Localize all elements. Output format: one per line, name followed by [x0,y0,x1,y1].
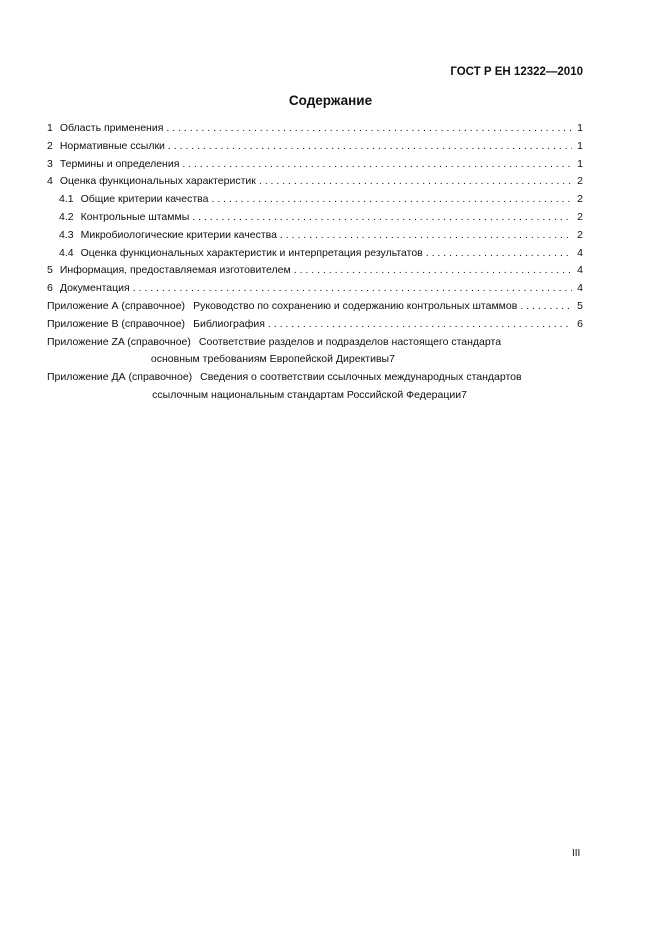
annex-page: 6 [577,317,583,330]
annex-prefix: Приложение В (справочное) [47,317,186,330]
annex-prefix: Приложение ДА (справочное) [47,371,193,384]
annex-label-line2: основным требованиям Европейской Директивы [150,353,390,366]
toc-entry-4-3[interactable] [47,227,583,245]
toc-entry-5[interactable] [47,262,583,280]
leader-dots [268,316,572,334]
leader-dots [166,120,572,138]
toc-entry-number: 4.1 [59,193,74,206]
toc-entry-label: Термины и определения [59,157,180,170]
toc-entry-label: Область применения [59,122,164,134]
toc-entry-label: Нормативные ссылки [59,139,165,152]
toc-entry-4-1[interactable] [47,191,583,209]
leader-dots [259,173,572,191]
toc-entry-label: Микробиологические критерии качества [80,228,277,241]
toc-entry-number: 5 [47,264,53,277]
annex-label-line1: Сведения о соответствии ссылочных международных стандартов [200,371,522,384]
toc-entry-label: Оценка функциональных характеристик [59,175,256,188]
table-of-contents [47,120,583,405]
toc-entry-4-2[interactable] [47,209,583,227]
toc-entry-page: 1 [577,139,583,152]
leader-dots [182,156,572,174]
toc-entry-2[interactable] [47,138,583,156]
toc-entry-page: 4 [577,264,583,277]
toc-entry-number: 3 [47,157,53,170]
toc-entry-number: 1 [47,122,53,134]
annex-label: Библиография [193,317,265,330]
toc-entry-label: Документация [59,282,130,295]
toc-entry-page: 4 [577,246,583,259]
toc-entry-6[interactable] [47,280,583,298]
annex-page: 7 [389,353,395,366]
toc-entry-number: 4.2 [59,210,74,223]
toc-entry-label: Оценка функциональных характеристик и интерпретация результатов [80,246,423,259]
page-number: III [572,848,581,859]
toc-entry-number: 4.4 [59,246,74,259]
annex-prefix: Приложение А (справочное) [47,299,186,312]
annex-prefix: Приложение ZA (справочное) [47,335,191,348]
toc-entry-label: Общие критерии качества [80,193,209,206]
toc-annex-a[interactable] [47,298,583,316]
toc-entry-page: 1 [577,157,583,170]
leader-dots [520,298,572,316]
toc-entry-number: 6 [47,282,53,295]
toc-entry-1[interactable] [47,120,583,138]
toc-entry-3[interactable] [47,156,583,174]
leader-dots [294,262,572,280]
leader-dots [280,227,572,245]
toc-entry-page: 2 [577,175,583,188]
leader-dots [426,245,572,263]
annex-label: Руководство по сохранению и содержанию контрольных штаммов [193,299,518,312]
annex-label-line1: Соответствие разделов и подразделов настоящего стандарта [198,335,502,348]
leader-dots [133,280,572,298]
toc-entry-number: 4 [47,175,53,188]
toc-entry-page: 4 [577,282,583,295]
toc-entry-number: 4.3 [59,228,74,241]
leader-dots [211,191,572,209]
toc-title: Содержание [288,93,373,108]
toc-entry-4[interactable] [47,173,583,191]
toc-entry-label: Контрольные штаммы [80,210,190,223]
annex-page: 7 [461,388,467,401]
toc-annex-za[interactable] [47,334,583,370]
annex-page: 5 [577,299,583,312]
toc-entry-page: 2 [577,210,583,223]
toc-entry-4-4[interactable] [47,245,583,263]
toc-entry-page: 1 [577,122,583,134]
toc-annex-da[interactable] [47,369,583,405]
standard-code: ГОСТ Р ЕН 12322—2010 [450,66,583,78]
toc-annex-b[interactable] [47,316,583,334]
toc-entry-label: Информация, предоставляемая изготовителем [59,264,291,277]
leader-dots [168,138,572,156]
toc-entry-page: 2 [577,228,583,241]
toc-entry-number: 2 [47,139,53,152]
annex-label-line2: ссылочным национальным стандартам Российской Федерации [152,388,462,401]
leader-dots [192,209,572,227]
toc-entry-page: 2 [577,193,583,206]
